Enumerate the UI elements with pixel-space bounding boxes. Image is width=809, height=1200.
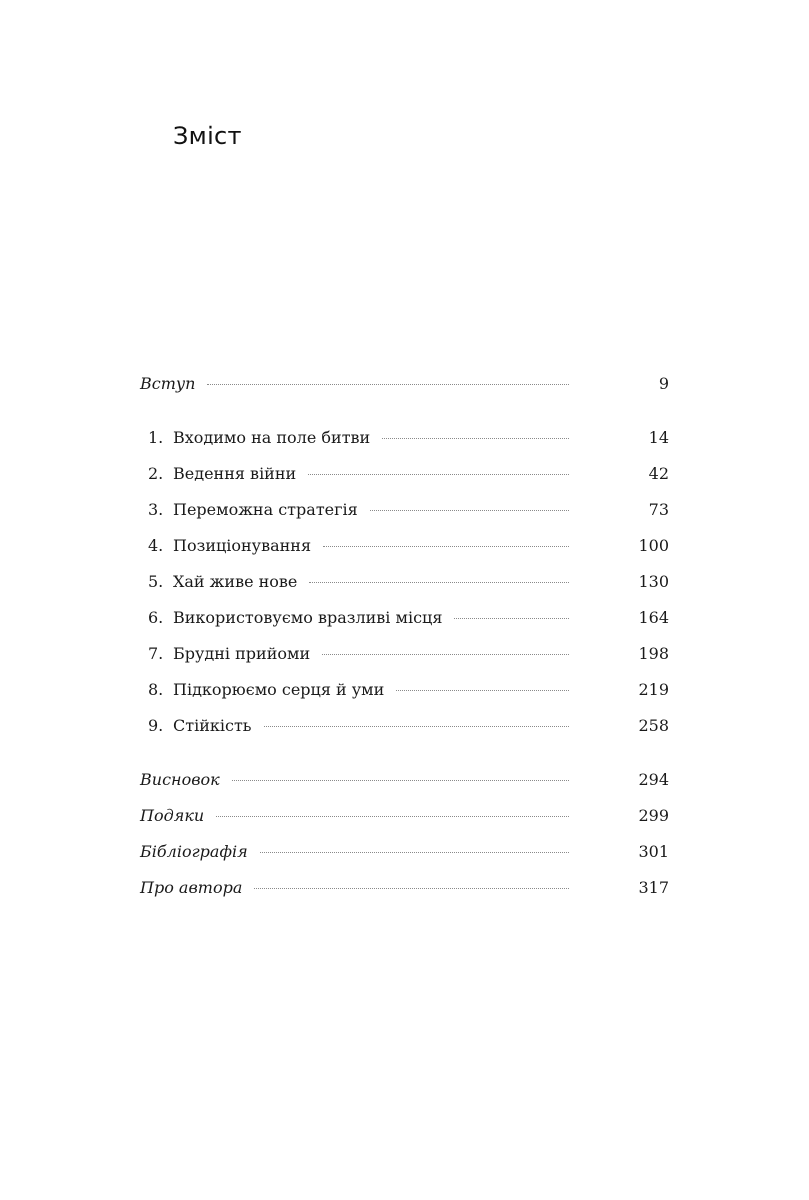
toc-entry-page: 42 — [648, 464, 669, 483]
toc-entry-label: Брудні прийоми — [173, 644, 311, 663]
toc-entry-chapter-2[interactable] — [140, 464, 669, 490]
toc-entry-page: 301 — [638, 842, 669, 861]
dot-leader — [264, 726, 569, 727]
toc-entry-page: 73 — [648, 500, 669, 519]
dot-leader — [454, 618, 569, 619]
chapter-number: 9. — [148, 716, 164, 735]
toc-entry-page: 14 — [648, 428, 669, 447]
toc-entry-chapter-6[interactable] — [140, 608, 669, 634]
toc-entry-page: 294 — [638, 770, 669, 789]
toc-entry-chapter-3[interactable] — [140, 500, 669, 526]
toc-entry-label: Входимо на поле битви — [173, 428, 371, 447]
toc-entry-page: 164 — [638, 608, 669, 627]
dot-leader — [232, 780, 569, 781]
toc-entry-page: 317 — [638, 878, 669, 897]
chapter-number: 8. — [148, 680, 164, 699]
chapter-number: 6. — [148, 608, 164, 627]
toc-entry-intro[interactable] — [140, 374, 669, 400]
toc-entry-conclusion[interactable] — [140, 770, 669, 796]
toc-entry-page: 130 — [638, 572, 669, 591]
dot-leader — [396, 690, 569, 691]
toc-entry-chapter-4[interactable] — [140, 536, 669, 562]
chapter-number: 3. — [148, 500, 164, 519]
toc-entry-label: Ведення війни — [173, 464, 297, 483]
toc-entry-label: Хай живе нове — [173, 572, 298, 591]
toc-entry-label: Стійкість — [173, 716, 252, 735]
toc-entry-bibliography[interactable] — [140, 842, 669, 868]
toc-entry-label: Бібліографія — [140, 842, 248, 861]
toc-entry-chapter-8[interactable] — [140, 680, 669, 706]
dot-leader — [308, 474, 569, 475]
toc-entry-chapter-7[interactable] — [140, 644, 669, 670]
toc-entry-page: 9 — [658, 374, 669, 393]
dot-leader — [323, 546, 569, 547]
dot-leader — [216, 816, 569, 817]
dot-leader — [260, 852, 569, 853]
toc-entry-page: 258 — [638, 716, 669, 735]
toc-entry-label: Підкорюємо серця й уми — [173, 680, 385, 699]
chapter-number: 2. — [148, 464, 164, 483]
dot-leader — [309, 582, 569, 583]
toc-entry-label: Висновок — [140, 770, 220, 789]
dot-leader — [322, 654, 569, 655]
toc-entry-label: Позиціонування — [173, 536, 312, 555]
toc-entry-acknowledgements[interactable] — [140, 806, 669, 832]
dot-leader — [370, 510, 569, 511]
chapter-number: 1. — [148, 428, 164, 447]
toc-entry-label: Подяки — [140, 806, 205, 825]
toc-entry-label: Використовуємо вразливі місця — [173, 608, 443, 627]
toc-entry-page: 100 — [638, 536, 669, 555]
dot-leader — [207, 384, 569, 385]
toc-entry-label: Про автора — [140, 878, 243, 897]
toc-entry-chapter-9[interactable] — [140, 716, 669, 742]
chapter-number: 5. — [148, 572, 164, 591]
dot-leader — [254, 888, 569, 889]
chapter-number: 7. — [148, 644, 164, 663]
toc-entry-page: 299 — [638, 806, 669, 825]
toc-entry-page: 198 — [638, 644, 669, 663]
dot-leader — [382, 438, 569, 439]
chapter-number: 4. — [148, 536, 164, 555]
toc-entry-about-author[interactable] — [140, 878, 669, 904]
toc-entry-page: 219 — [638, 680, 669, 699]
page-title: Зміст — [173, 122, 242, 150]
toc-entry-label: Вступ — [140, 374, 196, 393]
toc-entry-chapter-5[interactable] — [140, 572, 669, 598]
toc-entry-label: Переможна стратегія — [173, 500, 358, 519]
toc-entry-chapter-1[interactable] — [140, 428, 669, 454]
